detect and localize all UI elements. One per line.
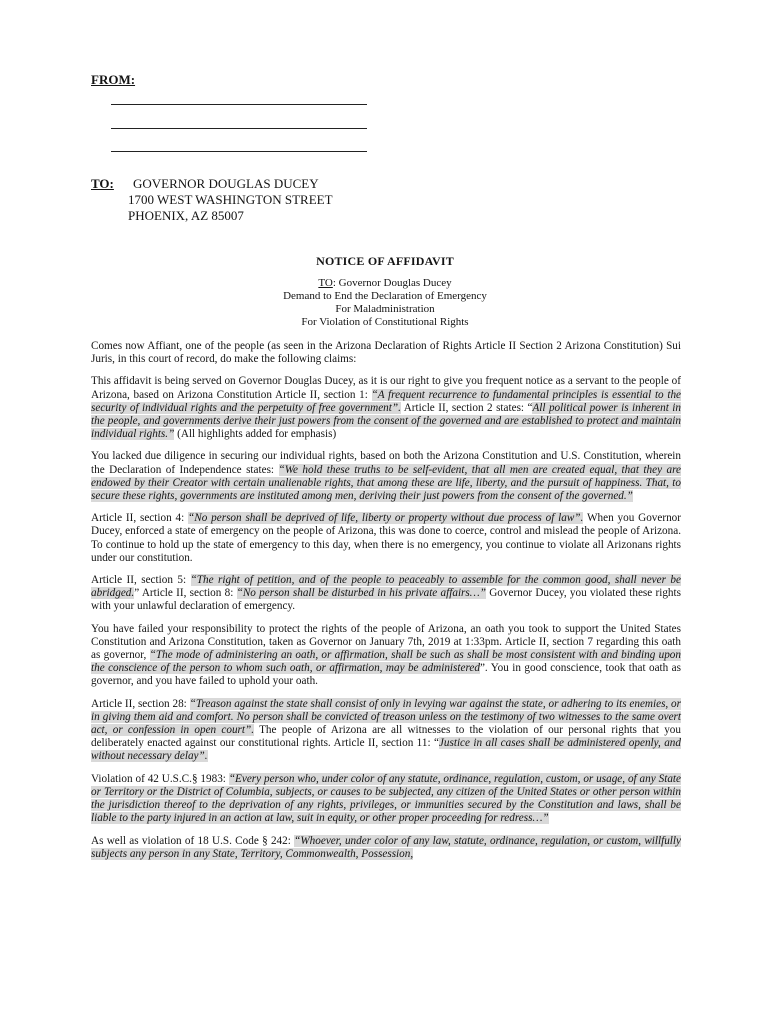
to-address-block [91, 176, 411, 224]
paragraph-text: The people of Arizona are all witnesses to the violation of our personal rights that you deliberately enacted against our constitutional rights. Article II, section 11: “ [91, 724, 681, 750]
body-paragraph [91, 835, 681, 861]
highlighted-quote: “Every person who, under color of any statute, ordinance, regulation, custom, or usage, of any State or Territory or the District of Columbia, subjects, or causes to be subjected, any citizen of the United States or other person within the jurisdiction thereof to the deprivation of any rights, privileges, or immunities secured by the Constitution and laws, shall be liable to the party injured in an action at law, suit in equity, or other proper proceeding for redress…” [91, 772, 681, 825]
paragraph-text: When you Governor Ducey, enforced a state of emergency on the people of Arizona, this was done to coerce, control and mislead the people of Arizona. To continue to hold up the state of emergency to this day, when there is no emergency, you continue to violate all Arizonans rights under our constitution. [91, 512, 681, 564]
paragraph-text: This affidavit is being served on Governor Douglas Ducey, as it is our right to give you frequent notice as a servant to the people of Arizona, based on Arizona Constitution Article II, section 1: [91, 375, 681, 401]
subtitle-to-label: TO [318, 277, 333, 289]
to-address-line-2: 1700 WEST WASHINGTON STREET [128, 192, 333, 207]
subtitle-to-line [0, 277, 770, 290]
highlighted-quote: “No person shall be deprived of life, liberty or property without due process of law”. [188, 512, 584, 525]
document-title: NOTICE OF AFFIDAVIT [316, 254, 454, 268]
paragraph-text: You lacked due diligence in securing our individual rights, based on both the Arizona Constitution and U.S. Constitution, wherein the Declaration of Independence states: [91, 450, 681, 476]
highlighted-quote: “A frequent recurrence to fundamental principles is essential to the security of individual rights and the perpetuity of free government”. [91, 388, 682, 414]
body-paragraph [91, 623, 681, 689]
paragraph-text: Article II, section 2 states: “ [400, 401, 533, 414]
subtitle-line-1: Demand to End the Declaration of Emergency [283, 290, 487, 302]
paragraph-text: (All highlights added for emphasis) [174, 428, 337, 441]
highlighted-quote: “The right of petition, and of the people to peaceably to assemble for the common good, shall never be abridged. [91, 574, 681, 600]
paragraph-text: Article II, section 5: [91, 574, 191, 587]
to-address-line-1: GOVERNOR DOUGLAS DUCEY [133, 176, 319, 191]
to-label: TO: [91, 176, 114, 191]
body-paragraph [91, 512, 681, 565]
paragraph-text: Comes now Affiant, one of the people (as seen in the Arizona Declaration of Rights Article II Section 2 Arizona Constitution) Sui Juris, in this court of record, do make the following claims: [91, 340, 681, 366]
highlighted-quote: “Whoever, under color of any law, statute, ordinance, regulation, or custom, willfully subjects any person in any State, Territory, Commonwealth, Possession, [91, 834, 681, 860]
highlighted-quote: “No person shall be disturbed in his private affairs…” [236, 587, 486, 600]
to-address-line-3: PHOENIX, AZ 85007 [128, 208, 244, 223]
highlighted-quote: “The mode of administering an oath, or affirmation, shall be such as shall be most consistent with and binding upon the conscience of the person to whom such oath, or affirmation, may be administered [91, 649, 681, 675]
body-paragraph [91, 698, 681, 764]
highlighted-quote: Justice in all cases shall be administered openly, and without necessary delay”. [91, 737, 681, 763]
paragraph-text: Article II, section 4: [91, 512, 189, 525]
highlighted-quote: “Treason against the state shall consist of only in levying war against the state, or adhering to its enemies, or in giving them aid and comfort. No person shall be convicted of treason unless on the testimony of two witnesses to the same overt act, or confession in open court”. [91, 697, 681, 737]
paragraph-text: Violation of 42 U.S.C.§ 1983: [91, 772, 229, 785]
paragraph-text: Article II, section 28: [91, 697, 190, 710]
subtitle-line-2: For Maladministration [335, 303, 435, 315]
subtitle-to-name: : Governor Douglas Ducey [332, 277, 452, 289]
body-paragraph [91, 340, 681, 366]
body-paragraph [91, 773, 681, 826]
paragraph-text: Governor Ducey, you violated these rights with your unlawful declaration of emergency. [91, 587, 681, 613]
paragraph-text: As well as violation of 18 U.S. Code § 242: [91, 834, 295, 847]
from-blank-line-2 [111, 128, 367, 129]
highlighted-quote: “We hold these truths to be self-evident, that all men are created equal, that they are endowed by their Creator with certain unalienable rights, that among these are life, liberty, and the pursuit of happiness. That, to secure these rights, governments are instituted among men, deriving their just powers from the consent of the governed.” [91, 463, 681, 503]
from-blank-line-1 [111, 104, 367, 105]
highlighted-quote: All political power is inherent in the people, and governments derive their just powers from the consent of the governed and are established to protect and maintain individual rights.” [91, 401, 681, 441]
subtitle-line-3: For Violation of Constitutional Rights [301, 316, 469, 328]
body-paragraph [91, 375, 681, 441]
paragraph-text: ” Article II, section 8: [134, 587, 237, 600]
body-paragraph [91, 574, 681, 614]
paragraph-text: ”. You in good conscience, took that oath as governor, and you have failed to uphold your oath. [91, 662, 681, 688]
body-paragraph [91, 450, 681, 503]
from-blank-line-3 [111, 151, 367, 152]
from-label: FROM: [91, 72, 136, 87]
paragraph-text: You have failed your responsibility to protect the rights of the people of Arizona, an oath you took to support the United States Constitution and Arizona Constitution, taken as Governor on January 7th, 2019 at 1:33pm. Article II, section 7 regarding this oath as governor, [91, 622, 681, 662]
affidavit-body [91, 340, 681, 870]
